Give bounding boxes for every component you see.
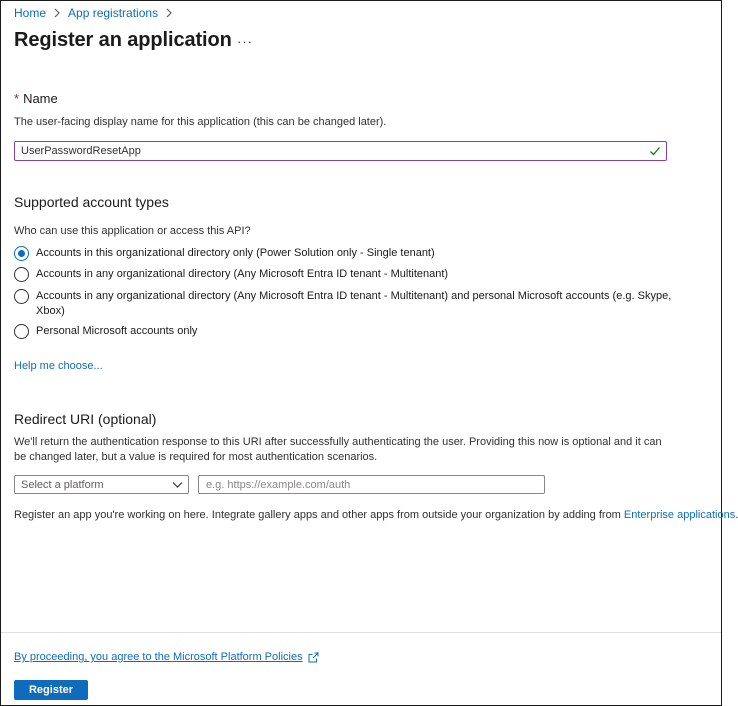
footer-divider xyxy=(1,632,721,633)
name-label xyxy=(14,91,58,106)
account-type-option-label: Personal Microsoft accounts only xyxy=(36,325,198,337)
external-link-icon xyxy=(308,652,319,663)
breadcrumb-app-registrations-link[interactable]: App registrations xyxy=(68,6,159,20)
radio-button-selected[interactable] xyxy=(14,246,29,261)
radio-button[interactable] xyxy=(14,267,29,282)
account-types-title: Supported account types xyxy=(14,194,169,210)
redirect-uri-description: We'll return the authentication response to this URI after successfully authenticating the user. Providing this now is optional and it can be changed later, but a value is required for most authentication scenarios. xyxy=(14,436,662,463)
platform-select-placeholder: Select a platform xyxy=(21,478,104,491)
redirect-uri-input[interactable] xyxy=(198,475,545,494)
redirect-uri-placeholder: e.g. https://example.com/auth xyxy=(206,478,351,491)
account-type-option-single-tenant[interactable] xyxy=(14,246,694,261)
gallery-note xyxy=(14,509,738,521)
radio-button[interactable] xyxy=(14,289,29,304)
gallery-note-end: . xyxy=(735,509,738,521)
name-label-text: Name xyxy=(23,91,58,106)
page-title: Register an application xyxy=(14,29,232,51)
account-type-option-personal[interactable] xyxy=(14,324,694,339)
required-asterisk: * xyxy=(14,91,20,106)
name-input[interactable] xyxy=(14,141,667,161)
breadcrumb xyxy=(14,6,180,20)
account-type-option-multitenant[interactable] xyxy=(14,267,694,282)
account-type-option-label: Accounts in this organizational directory only (Power Solution only - Single tenant) xyxy=(36,247,435,259)
name-input-value: UserPasswordResetApp xyxy=(21,145,141,157)
chevron-down-icon xyxy=(172,480,183,489)
help-me-choose-link[interactable]: Help me choose... xyxy=(14,360,103,372)
account-types-question: Who can use this application or access this API? xyxy=(14,225,251,237)
account-type-option-label: Accounts in any organizational directory (Any Microsoft Entra ID tenant - Multitenant) xyxy=(36,268,449,280)
gallery-note-text: Register an app you're working on here. Integrate gallery apps and other apps from outside your organization by adding from xyxy=(14,509,624,521)
chevron-right-icon xyxy=(52,8,62,18)
radio-button[interactable] xyxy=(14,324,29,339)
redirect-uri-title: Redirect URI (optional) xyxy=(14,411,157,427)
chevron-right-icon xyxy=(164,8,174,18)
checkmark-icon xyxy=(649,145,661,157)
name-description: The user-facing display name for this application (this can be changed later). xyxy=(14,116,387,128)
platform-select[interactable] xyxy=(14,475,189,494)
account-type-option-label: Accounts in any organizational directory (Any Microsoft Entra ID tenant - Multitenant) and personal Microsoft accounts (e.g. Skype, Xbox) xyxy=(36,290,672,317)
platform-policies-link[interactable] xyxy=(14,651,319,663)
breadcrumb-home-link[interactable]: Home xyxy=(14,6,47,20)
platform-policies-text: By proceeding, you agree to the Microsoft Platform Policies xyxy=(14,651,303,663)
register-button[interactable]: Register xyxy=(14,680,88,700)
enterprise-applications-link[interactable]: Enterprise applications xyxy=(623,509,736,521)
more-options-icon[interactable]: ··· xyxy=(237,34,253,49)
account-type-option-multitenant-personal[interactable] xyxy=(14,289,674,319)
